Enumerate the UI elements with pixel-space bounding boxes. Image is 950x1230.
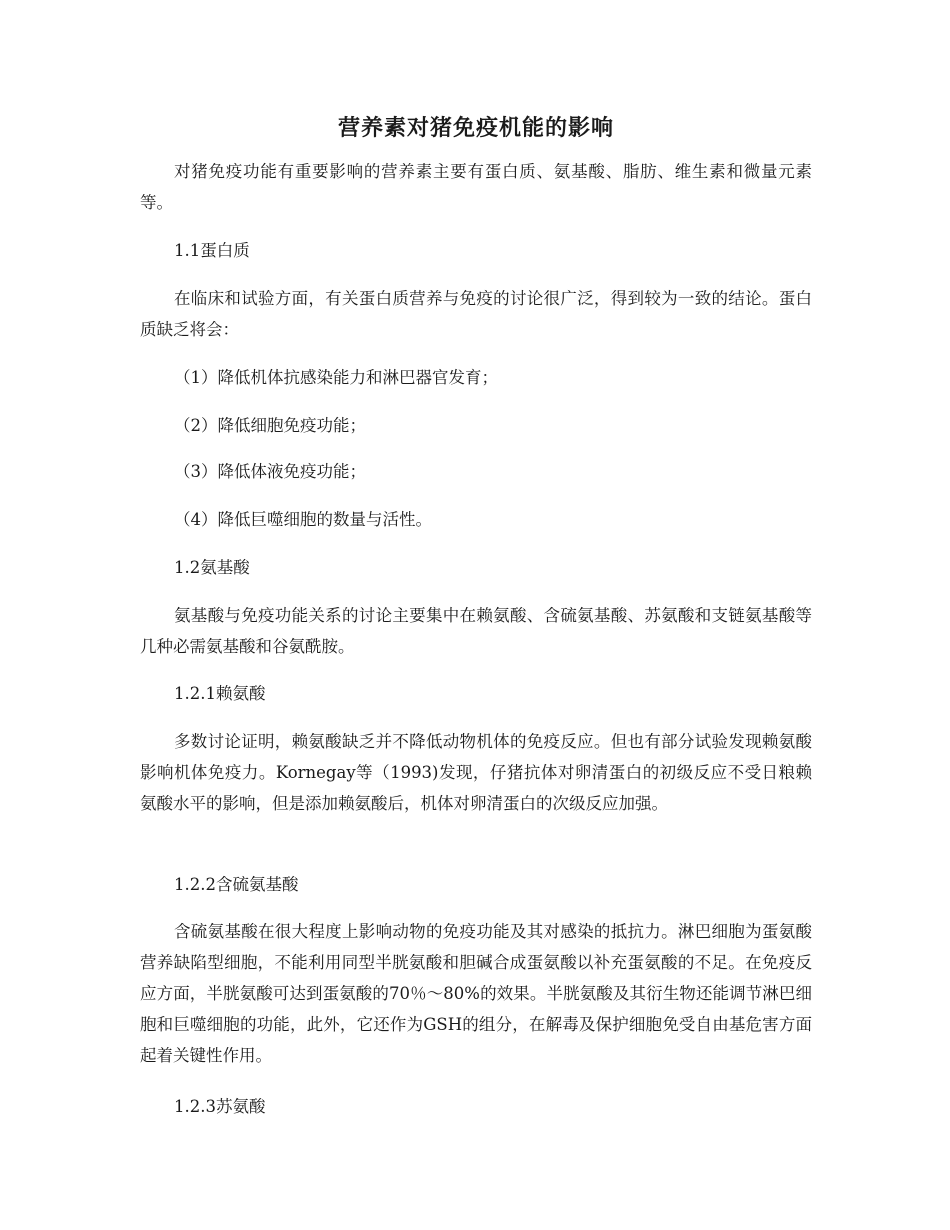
- section-heading-1-2-1: 1.2.1赖氨酸: [174, 684, 266, 703]
- lysine-paragraph: 多数讨论证明，赖氨酸缺乏并不降低动物机体的免疫反应。但也有部分试验发现赖氨酸影响机体免疫力。Kornegay等（1993)发现，仔猪抗体对卵清蛋白的初级反应不受日粮赖氨酸水平的影响，但是添加赖氨酸后，机体对卵清蛋白的次级反应加强。: [140, 732, 812, 813]
- list-item: （2）降低细胞免疫功能；: [174, 416, 366, 435]
- section-heading-1-2-3: 1.2.3苏氨酸: [174, 1097, 266, 1116]
- amino-acid-paragraph: 氨基酸与免疫功能关系的讨论主要集中在赖氨酸、含硫氨基酸、苏氨酸和支链氨基酸等几种必需氨基酸和谷氨酰胺。: [140, 606, 812, 656]
- protein-paragraph: 在临床和试验方面，有关蛋白质营养与免疫的讨论很广泛，得到较为一致的结论。蛋白质缺乏将会：: [140, 289, 812, 339]
- list-item: （1）降低机体抗感染能力和淋巴器官发育；: [174, 368, 498, 387]
- list-item: （3）降低体液免疫功能；: [174, 462, 366, 481]
- intro-paragraph: 对猪免疫功能有重要影响的营养素主要有蛋白质、氨基酸、脂肪、维生素和微量元素等。: [140, 162, 812, 212]
- section-heading-1-2: 1.2氨基酸: [174, 558, 250, 577]
- sulfur-amino-acid-paragraph: 含硫氨基酸在很大程度上影响动物的免疫功能及其对感染的抵抗力。淋巴细胞为蛋氨酸营养缺陷型细胞，不能利用同型半胱氨酸和胆碱合成蛋氨酸以补充蛋氨酸的不足。在免疫反应方面，半胱氨酸可达到蛋氨酸的70％～80%的效果。半胱氨酸及其衍生物还能调节淋巴细胞和巨噬细胞的功能，此外，它还作为GSH的组分，在解毒及保护细胞免受自由基危害方面起着关键性作用。: [140, 922, 812, 1065]
- section-heading-1-2-2: 1.2.2含硫氨基酸: [174, 875, 299, 894]
- document-title: 营养素对猪免疫机能的影响: [337, 115, 614, 141]
- list-item: （4）降低巨噬细胞的数量与活性。: [174, 510, 432, 529]
- section-heading-1-1: 1.1蛋白质: [174, 241, 250, 260]
